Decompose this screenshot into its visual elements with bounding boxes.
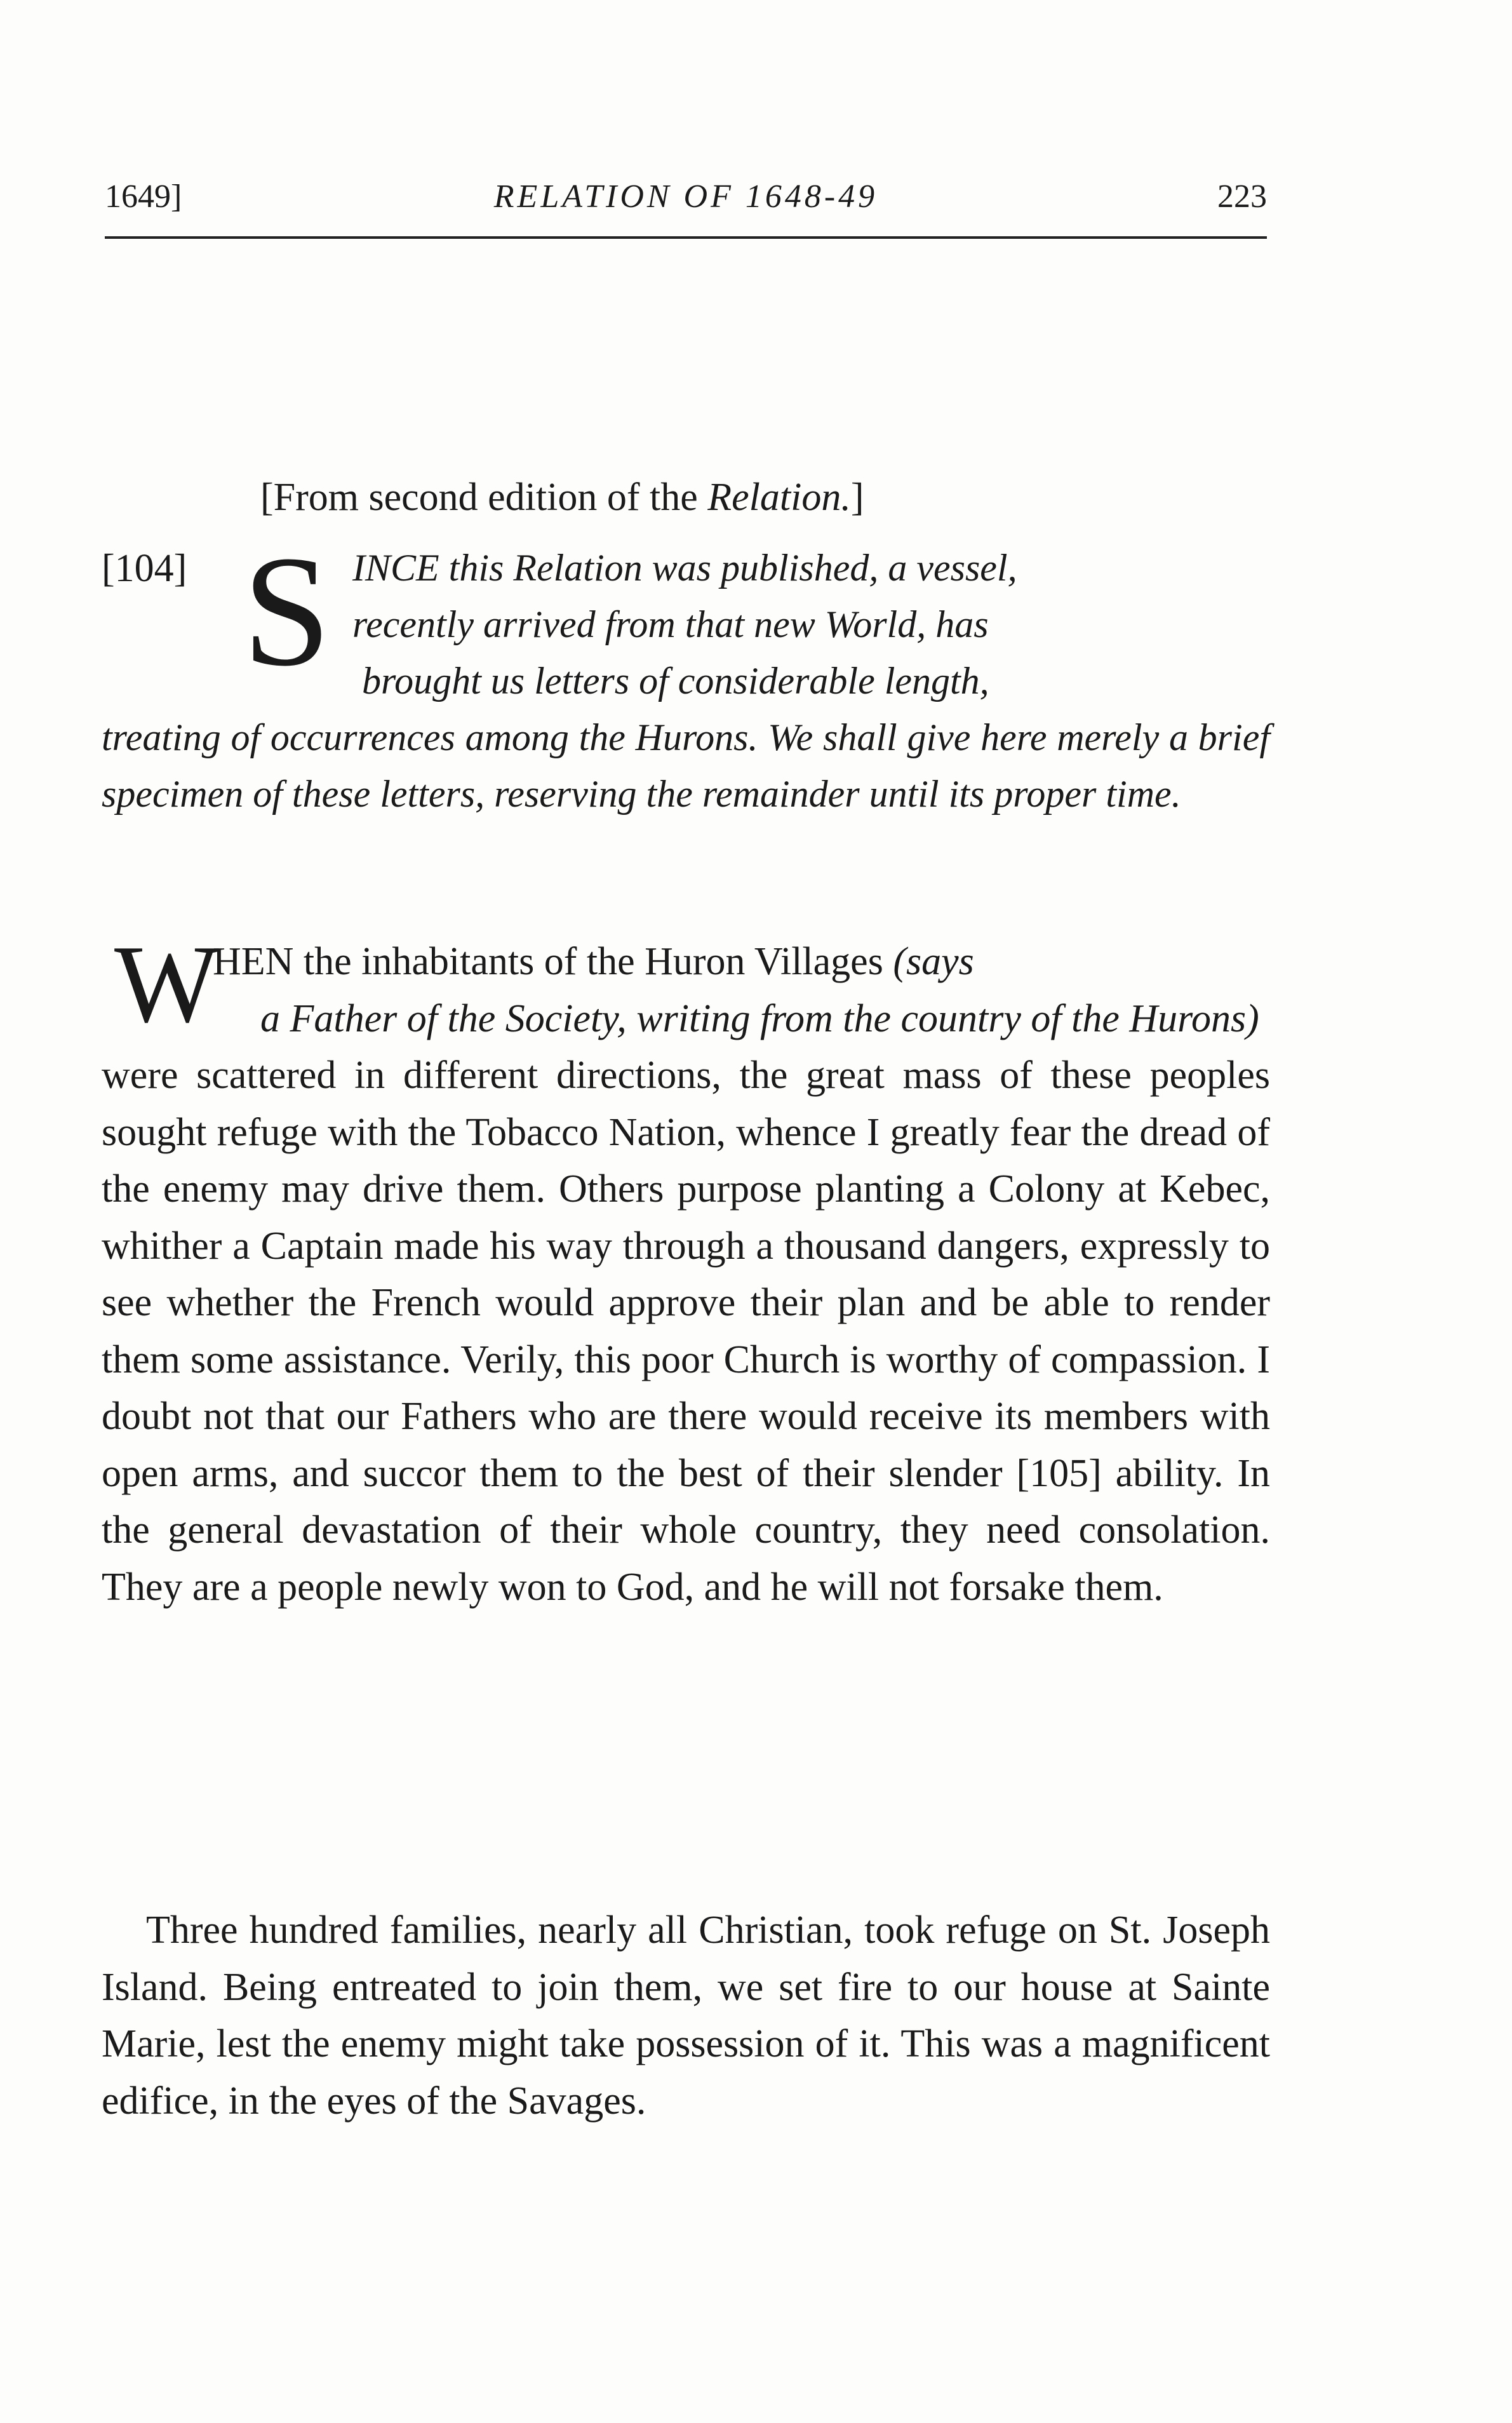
header-title: RELATION OF 1648-49 [493, 178, 878, 215]
preface-line-1: INCE this Relation was published, a vessel, [352, 547, 1017, 589]
drop-cap-w: W [114, 922, 220, 1045]
preface-line-2: recently arrived from that new World, has [352, 603, 989, 645]
opening-word: HEN [213, 940, 294, 983]
running-header [105, 171, 1267, 222]
drop-cap-s: S [243, 523, 331, 699]
source-note [260, 469, 864, 526]
paragraph-1 [102, 934, 1270, 1616]
source-note-suffix: ] [850, 476, 864, 519]
aside-open: (says [893, 940, 974, 983]
header-rule [105, 236, 1267, 239]
source-note-italic: Relation. [707, 476, 851, 519]
source-note-prefix: [From second edition of the [260, 476, 708, 519]
preface-line-3: brought us letters of considerable length, [362, 660, 989, 702]
paragraph-2: Three hundred families, nearly all Christian, took refuge on St. Joseph Island. Being entreated to join them, we set fire to our house at Sainte Marie, lest the enemy might take possession of it. This was a magnificent edifice, in the eyes of the Savages. [102, 1909, 1270, 2123]
paragraph-1-first-line [102, 934, 1270, 991]
header-year: 1649] [105, 178, 182, 215]
page-number: 223 [1217, 178, 1267, 215]
line1-rest: the inhabitants of the Huron Villages [293, 940, 893, 983]
paragraph-1-text: were scattered in different directions, the great mass of these peoples sought refuge with the Tobacco Nation, whence I greatly fear the dread of the enemy may drive them. Others purpose planting a Colony at Kebec, whither a Captain made his way through a thousand dangers, expressly to see whether the French would approve their plan and be able to render them some assistance. Verily, this poor Church is worthy of compassion. I doubt not that our Fathers who are there would receive its members with open arms, and succor them to the best of their slender [105] ability. In the general devastation of their whole country, they need consolation. They are a people newly won to God, and he will not forsake them. [102, 1054, 1270, 1609]
preface-rest: treating of occurrences among the Hurons. We shall give here merely a brief specimen of these letters, reserving the remainder until its proper time. [102, 716, 1270, 815]
aside-text: a Father of the Society, writing from the country of the Hurons) [260, 997, 1259, 1040]
preface-paragraph [102, 540, 1270, 822]
margin-page-marker: [104] [102, 547, 187, 590]
